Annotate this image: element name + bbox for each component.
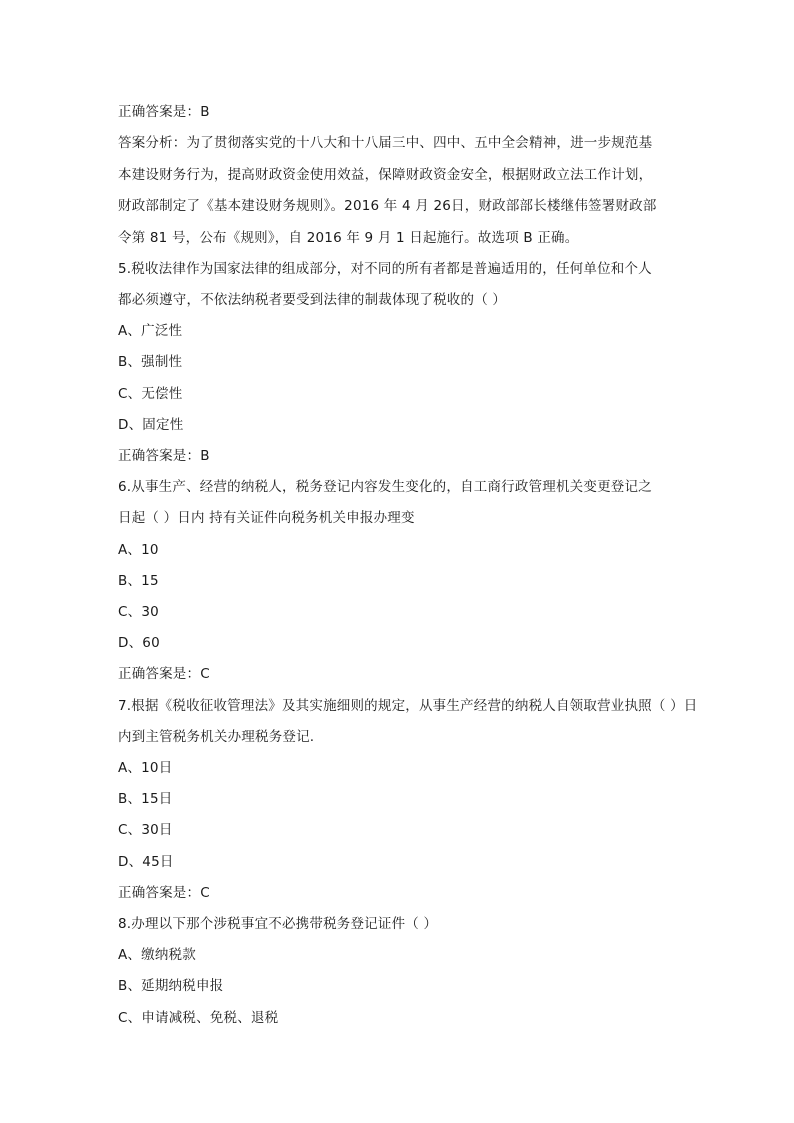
q5-option-a: A、广泛性 [118, 323, 183, 339]
question-6-line-2: 日起（ ）日内 持有关证件向税务机关申报办理变 [118, 510, 415, 526]
question-7-line-2: 内到主管税务机关办理税务登记. [118, 729, 315, 745]
analysis-line-3: 财政部制定了《基本建设财务规则》。2016 年 4 月 26日，财政部部长楼继伟签署财政部 [118, 198, 657, 214]
analysis-line-2: 本建设财务行为，提高财政资金使用效益，保障财政资金安全，根据财政立法工作计划， [118, 167, 653, 183]
q5-option-c: C、无偿性 [118, 386, 183, 402]
q8-option-b: B、延期纳税申报 [118, 978, 224, 994]
question-7-line-1: 7.根据《税收征收管理法》及其实施细则的规定，从事生产经营的纳税人自领取营业执照（ ）日 [118, 698, 698, 714]
q7-option-c: C、30日 [118, 822, 173, 838]
q6-option-a: A、10 [118, 542, 159, 558]
q6-option-d: D、60 [118, 635, 160, 651]
q8-option-a: A、缴纳税款 [118, 947, 196, 963]
q5-option-d: D、固定性 [118, 417, 184, 433]
q6-option-b: B、15 [118, 573, 159, 589]
question-6-line-1: 6.从事生产、经营的纳税人，税务登记内容发生变化的，自工商行政管理机关变更登记之 [118, 479, 652, 495]
q7-option-b: B、15日 [118, 791, 173, 807]
analysis-line-4: 令第 81 号，公布《规则》，自 2016 年 9 月 1 日起施行。故选项 B 正确。 [118, 230, 579, 246]
q6-option-c: C、30 [118, 604, 159, 620]
q5-option-b: B、强制性 [118, 354, 183, 370]
answer-line-q5: 正确答案是：B [118, 448, 210, 464]
answer-line-q4: 正确答案是：B [118, 104, 210, 120]
q8-option-c: C、申请减税、免税、退税 [118, 1010, 279, 1026]
analysis-line-1: 答案分析：为了贯彻落实党的十八大和十八届三中、四中、五中全会精神，进一步规范基 [118, 135, 653, 151]
answer-line-q6: 正确答案是：C [118, 666, 210, 682]
q7-option-a: A、10日 [118, 760, 173, 776]
question-8-line-1: 8.办理以下那个涉税事宜不必携带税务登记证件（ ） [118, 916, 438, 932]
question-5-line-2: 都必须遵守，不依法纳税者要受到法律的制裁体现了税收的（ ） [118, 292, 507, 308]
answer-line-q7: 正确答案是：C [118, 885, 210, 901]
question-5-line-1: 5.税收法律作为国家法律的组成部分，对不同的所有者都是普遍适用的，任何单位和个人 [118, 261, 652, 277]
q7-option-d: D、45日 [118, 854, 174, 870]
